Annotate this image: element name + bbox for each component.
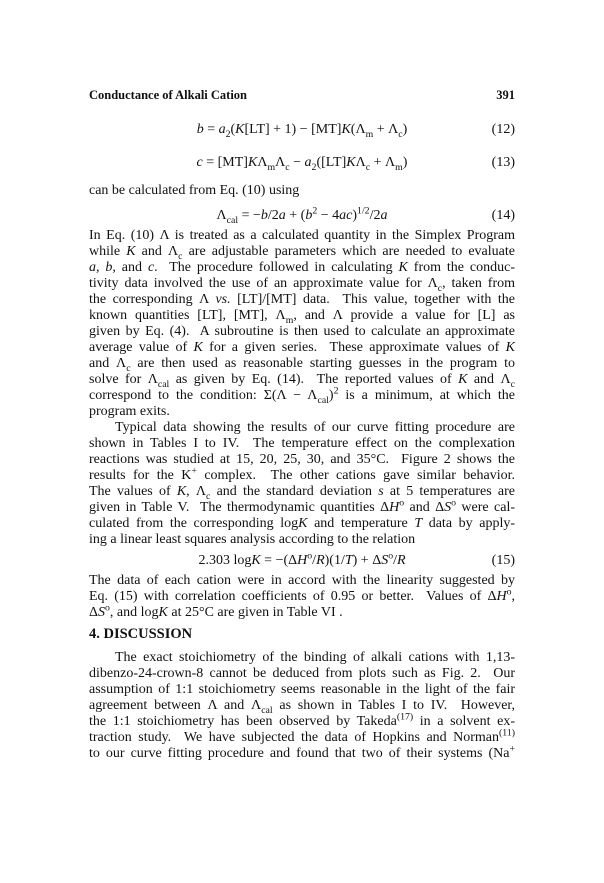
text-line: solve for $\Lambda_{cal}$ as given by Eq. (14). The reported values of K and $\Lambda_c$	[89, 372, 515, 390]
text-line: a, b, and c. The procedure followed in calculating K from the conduc-	[89, 260, 515, 275]
text-line: known quantities [LT], [MT], $\Lambda_m$, and Λ provide a value for [L] as	[89, 308, 515, 326]
text-line: In Eq. (10) Λ is treated as a calculated quantity in the Simplex Program	[89, 228, 515, 243]
text-line: average value of K for a given series. These approximate values of K	[89, 340, 516, 355]
text-line: program exits.	[89, 404, 170, 419]
equation-13	[89, 155, 515, 173]
equation-14	[89, 205, 515, 226]
text-line: The values of K, $\Lambda_c$ and the standard deviation s at 5 temperatures are	[89, 484, 515, 502]
text-line: agreement between Λ and $\Lambda_{cal}$ as shown in Tables I to IV. However,	[89, 698, 516, 716]
equation-14-body: $\Lambda_{cal} = -b/2a + (b^2 - 4ac)^{1/2}/2a$	[216, 205, 388, 226]
text-line: correspond to the condition: $\Sigma(\Lambda - \Lambda_{cal})^2$ is a minimum, at which the	[89, 385, 516, 406]
text-line: ing a linear least squares analysis according to the relation	[89, 532, 416, 547]
text-line: $\Delta S^o$, and logK at 25°C are given in Table VI .	[89, 602, 343, 620]
text-line: traction study. We have subjected the data of Hopkins and Norman$^{(11)}$	[89, 727, 515, 745]
text-line: shown in Tables I to IV. The temperature effect on the complexation	[89, 436, 515, 451]
intro-line: can be calculated from Eq. (10) using	[89, 183, 300, 198]
text-line: culated from the corresponding logK and temperature T data by apply-	[89, 516, 516, 531]
equation-14-number: (14)	[491, 208, 515, 223]
text-line: given in Table V. The thermodynamic quantities $\Delta H^o$ and $\Delta S^o$ were cal-	[89, 497, 516, 515]
equation-12	[89, 122, 515, 140]
section-heading: 4. DISCUSSION	[89, 626, 193, 642]
paragraph-2	[89, 420, 515, 548]
equation-13-number: (13)	[491, 155, 515, 170]
equation-15-body: 2.303 $\log K = -(\Delta H^o/R)(1/T) + \Delta S^o/R$	[198, 550, 406, 568]
equation-13-body: $c = [MT]K\Lambda_m\Lambda_c - a_2([LT]K\Lambda_c + \Lambda_m)$	[196, 155, 408, 173]
text-line: and $\Lambda_c$ are then used as reasonable starting guesses in the program to	[89, 356, 515, 374]
text-line: dibenzo-24-crown-8 cannot be deduced from plots such as Fig. 2. Our	[89, 666, 515, 681]
text-line: reactions was studied at 15, 20, 25, 30, and 35°C. Figure 2 shows the	[89, 452, 515, 467]
equation-12-number: (12)	[491, 122, 515, 137]
text-line: given by Eq. (4). A subroutine is then used to calculate an approximate	[89, 324, 515, 339]
text-line: The exact stoichiometry of the binding of alkali cations with 1,13-	[115, 650, 515, 665]
running-title: Conductance of Alkali Cation	[89, 88, 248, 102]
paragraph-1	[89, 228, 515, 420]
text-line: while K and $\Lambda_c$ are adjustable parameters which are needed to evaluate	[89, 244, 515, 262]
text-line: to our curve fitting procedure and found that two of their systems (Na+	[89, 743, 515, 761]
equation-15	[89, 550, 515, 571]
paragraph-3	[89, 573, 515, 621]
equation-12-body: $b = a_2(K[LT] + 1) - [MT]K(\Lambda_m + \Lambda_c)$	[196, 122, 408, 140]
text-line: Eq. (15) with correlation coefficients of 0.95 or better. Values of $\Delta H^o$,	[89, 586, 515, 604]
text-line: results for the K+ complex. The other cations gave similar behavior.	[89, 465, 515, 483]
text-line: The data of each cation were in accord with the linearity suggested by	[89, 573, 515, 588]
paragraph-4	[89, 650, 515, 762]
page-number: 391	[496, 88, 515, 102]
text-line: assumption of 1:1 stoichiometry seems reasonable in the light of the fair	[89, 682, 515, 697]
text-line: the corresponding Λ vs. [LT]/[MT] data. This value, together with the	[89, 292, 516, 307]
equation-15-number: (15)	[491, 553, 515, 568]
text-line: Typical data showing the results of our curve fitting procedure are	[115, 420, 515, 435]
text-line: tivity data involved the use of an approximate value for $\Lambda_c$, taken from	[89, 276, 515, 294]
running-header	[89, 88, 515, 104]
text-line: the 1:1 stoichiometry has been observed by Takeda$^{(17)}$ in a solvent ex-	[89, 711, 516, 729]
